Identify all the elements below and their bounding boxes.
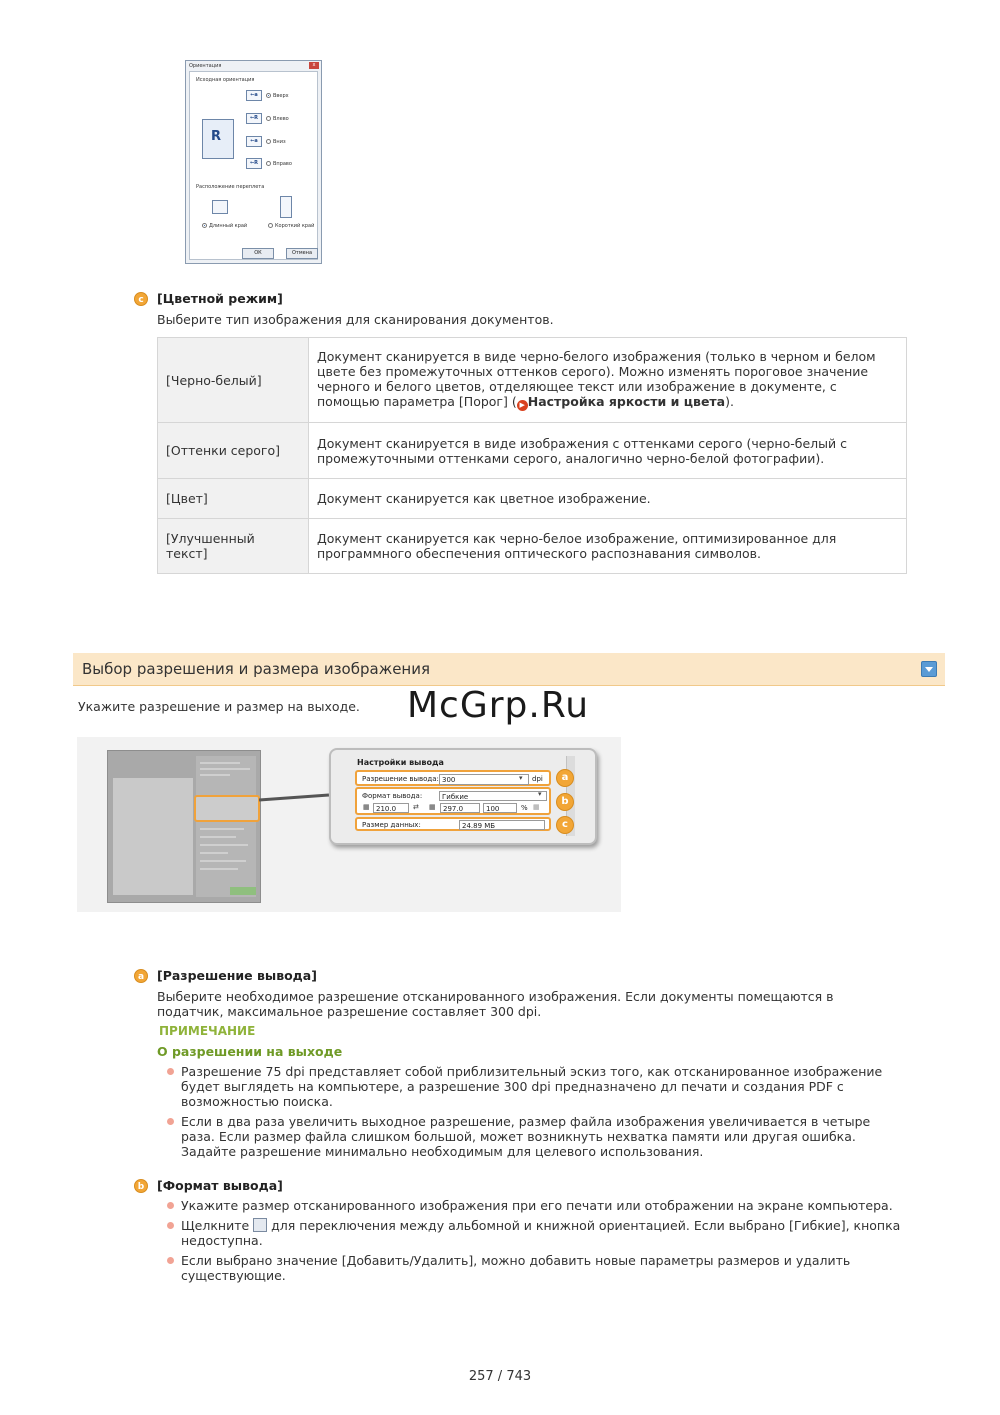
table-value: Документ сканируется как цветное изображение.	[309, 479, 907, 519]
section-title: Выбор разрешения и размера изображения	[82, 660, 431, 678]
ok-button: ОК	[242, 248, 274, 259]
color-mode-title: [Цветной режим]	[157, 291, 283, 306]
table-key: [Оттенки серого]	[158, 423, 309, 479]
height-input[interactable]: 297.0	[440, 803, 480, 813]
datasize-label: Размер данных:	[362, 821, 421, 829]
format-item: Укажите размер отсканированного изображения при его печати или отображении на экране компьютера.	[181, 1198, 893, 1213]
collapse-toggle-icon[interactable]	[921, 661, 937, 677]
table-row	[158, 519, 907, 574]
height-icon: ▦	[429, 803, 436, 811]
bullet-icon	[167, 1068, 174, 1075]
callout-a: a	[556, 769, 574, 787]
option-up-label: Вверх	[273, 93, 289, 99]
radio-short-edge	[268, 223, 273, 228]
datasize-value: 24.89 МБ	[459, 820, 545, 830]
resolution-description: Выберите необходимое разрешение отсканированного изображения. Если документы помещаются в податчик, максимальное разрешение составляет 300 dpi.	[157, 989, 834, 1019]
table-key: [Цвет]	[158, 479, 309, 519]
dialog-body	[189, 71, 318, 260]
chevron-down-icon: ▾	[538, 790, 542, 798]
width-input[interactable]: 210.0	[373, 803, 409, 813]
settings-panel	[196, 756, 256, 897]
scanner-app-thumbnail	[107, 750, 261, 903]
binding-label: Расположение переплета	[196, 184, 265, 190]
note-item: Если в два раза увеличить выходное разрешение, размер файла изображения увеличивается в четыре раза. Если размер файла слишком большой, может возникнуть нехватка памяти или другая ошибка. Задайте разрешение минимально необходимым для целевого использования.	[181, 1114, 871, 1159]
radio-up	[266, 93, 271, 98]
watermark: McGrp.Ru	[407, 685, 590, 726]
format-select[interactable]: Гибкие	[439, 791, 547, 801]
table-row	[158, 338, 907, 423]
short-edge-label: Короткий край	[275, 223, 315, 229]
format-row	[355, 787, 551, 815]
radio-left	[266, 116, 271, 121]
item-badge-c: c	[134, 292, 148, 306]
output-format-title: [Формат вывода]	[157, 1178, 283, 1193]
callout-c: c	[556, 816, 574, 834]
table-row	[158, 423, 907, 479]
color-mode-table	[157, 337, 907, 574]
brightness-color-link[interactable]: Настройка яркости и цвета	[527, 394, 726, 409]
output-settings-title: Настройки вывода	[357, 758, 444, 767]
option-right-label: Вправо	[273, 161, 292, 167]
table-row	[158, 479, 907, 519]
radio-right	[266, 161, 271, 166]
output-settings-zoom	[329, 748, 597, 845]
resolution-unit: dpi	[532, 775, 543, 783]
section-header[interactable]	[73, 653, 945, 686]
short-edge-binding-icon	[280, 196, 292, 218]
datasize-row	[355, 817, 551, 831]
cancel-button: Отмена	[286, 248, 318, 259]
percent-label: %	[521, 804, 528, 812]
bullet-icon	[167, 1222, 174, 1229]
page-number: 257 / 743	[468, 1369, 532, 1384]
bullet-icon	[167, 1202, 174, 1209]
note-item: Разрешение 75 dpi представляет собой приблизительный эскиз того, как отсканированное изображение будет выглядеть на компьютере, а разрешение 300 dpi предназначено дл печати и создания PDF с возможностью поиска.	[181, 1064, 883, 1109]
option-down-label: Вниз	[273, 139, 286, 145]
note-subheading: О разрешении на выходе	[157, 1044, 343, 1059]
swap-icon: ⇄	[413, 803, 419, 811]
table-key: [Черно-белый]	[158, 338, 309, 423]
callout-b: b	[556, 793, 574, 811]
orientation-dialog-screenshot	[185, 60, 322, 264]
option-left-label: Влево	[273, 116, 289, 122]
orientation-toggle-icon: ▦	[533, 803, 540, 811]
radio-long-edge	[202, 223, 207, 228]
format-item: Щелкните для переключения между альбомной и книжной ориентацией. Если выбрано [Гибкие], кнопка недоступна.	[181, 1218, 901, 1248]
orientation-toggle-icon	[253, 1218, 267, 1232]
highlight-output-settings	[194, 795, 260, 822]
close-icon: x	[309, 62, 319, 69]
orientation-left-icon: ←R	[246, 113, 262, 124]
scale-input[interactable]: 100	[483, 803, 517, 813]
chevron-down-icon: ▾	[519, 774, 523, 782]
table-value: Документ сканируется как черно-белое изображение, оптимизированное для программного обеспечения оптического распознавания символов.	[309, 519, 907, 574]
table-key: [Улучшенный текст]	[158, 519, 309, 574]
orientation-up-icon: ←a	[246, 90, 262, 101]
section-intro: Укажите разрешение и размер на выходе.	[78, 699, 360, 714]
bullet-icon	[167, 1118, 174, 1125]
orientation-right-icon: ←R	[246, 158, 262, 169]
resolution-row	[355, 770, 551, 786]
radio-down	[266, 139, 271, 144]
item-badge-a: a	[134, 969, 148, 983]
scan-button	[230, 887, 256, 895]
source-orientation-label: Исходная ориентация	[196, 77, 255, 83]
long-edge-binding-icon	[212, 200, 228, 214]
orientation-down-icon: ←a	[246, 136, 262, 147]
color-mode-description: Выберите тип изображения для сканирования документов.	[157, 312, 554, 327]
format-label: Формат вывода:	[362, 792, 423, 800]
resolution-label: Разрешение вывода:	[362, 775, 439, 783]
page-orientation-icon: R	[202, 119, 234, 159]
link-arrow-icon: ▶	[517, 400, 528, 411]
table-value: Документ сканируется в виде изображения с оттенками серого (черно-белый с промежуточными оттенками серого, аналогично черно-белой фотографии).	[309, 423, 907, 479]
table-value: Документ сканируется в виде черно-белого изображения (только в черном и белом цвете без промежуточных оттенков серого). Можно изменять пороговое значение черного и белого цветов, отделяющее текст или изображение в документе, с помощью параметра [Порог] ( ▶ Настройка яркости и цвета).	[309, 338, 907, 423]
long-edge-label: Длинный край	[209, 223, 248, 229]
note-heading: ПРИМЕЧАНИЕ	[159, 1024, 256, 1038]
bullet-icon	[167, 1257, 174, 1264]
item-badge-b: b	[134, 1179, 148, 1193]
resolution-select[interactable]: 300	[439, 774, 529, 785]
dialog-title: Ориентация	[189, 63, 222, 69]
preview-area	[113, 778, 193, 895]
format-item: Если выбрано значение [Добавить/Удалить], можно добавить новые параметры размеров и удалить существующие.	[181, 1253, 851, 1283]
width-icon: ▦	[363, 803, 370, 811]
resolution-title: [Разрешение вывода]	[157, 968, 317, 983]
